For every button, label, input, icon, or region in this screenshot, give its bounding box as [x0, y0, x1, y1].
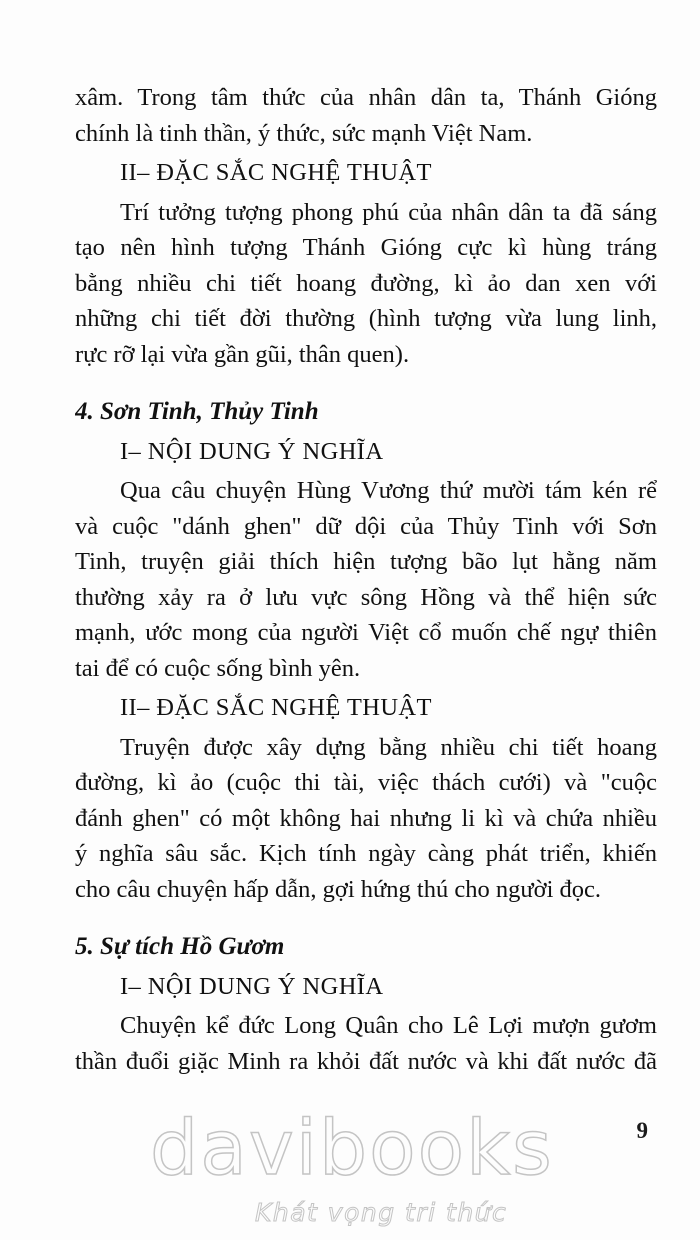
story-title-4: 4. Sơn Tinh, Thủy Tinh — [75, 398, 319, 425]
text-line: đánh ghen" có một không hai nhưng li kì và chứa nhiều — [75, 804, 657, 832]
text-line: tạo nên hình tượng Thánh Gióng cực kì hùng tráng — [75, 234, 657, 261]
text-line: mạnh, ước mong của người Việt cổ muốn chế ngự thiên — [75, 619, 657, 646]
page-body — [75, 80, 657, 1079]
text-line: đường, kì ảo (cuộc thi tài, việc thách cưới) và "cuộc — [75, 769, 657, 796]
text-line: ý nghĩa sâu sắc. Kịch tính ngày càng phát triển, khiến — [75, 840, 657, 867]
text-line: chính là tinh thần, ý thức, sức mạnh Việt Nam. — [75, 119, 533, 147]
story-title-5: 5. Sự tích Hồ Gươm — [75, 933, 285, 960]
text-line: tai để có cuộc sống bình yên. — [75, 654, 361, 682]
section-heading-content: I– NỘI DUNG Ý NGHĨA — [120, 437, 384, 465]
section-heading-content: I– NỘI DUNG Ý NGHĨA — [120, 972, 384, 1000]
paragraph-content-4 — [75, 473, 657, 686]
watermark-slogan: Khát vọng tri thức — [255, 1198, 508, 1227]
section-heading-art: II– ĐẶC SẮC NGHỆ THUẬT — [120, 159, 432, 186]
text-line: thần đuổi giặc Minh ra khỏi đất nước và khi đất nước đã — [75, 1047, 657, 1075]
text-line: Qua câu chuyện Hùng Vương thứ mười tám kén rể — [120, 477, 657, 504]
text-line: Tinh, truyện giải thích hiện tượng bão lụt hằng năm — [75, 548, 657, 575]
text-line: và cuộc "dánh ghen" dữ dội của Thủy Tinh với Sơn — [75, 512, 657, 540]
text-line: Chuyện kể đức Long Quân cho Lê Lợi mượn gươm — [120, 1012, 657, 1039]
text-line: Truyện được xây dựng bằng nhiều chi tiết hoang — [120, 733, 657, 761]
section-heading-art: II– ĐẶC SẮC NGHỆ THUẬT — [120, 694, 432, 721]
text-line: cho câu chuyện hấp dẫn, gợi hứng thú cho người đọc. — [75, 875, 602, 903]
paragraph-art-4 — [75, 730, 657, 908]
text-line: xâm. Trong tâm thức của nhân dân ta, Thánh Gióng — [75, 84, 657, 111]
text-line: bằng nhiều chi tiết hoang đường, kì ảo dan xen với — [75, 269, 657, 297]
paragraph-content-5 — [75, 1008, 657, 1079]
watermark-brand: davibooks — [150, 1103, 554, 1192]
text-line: rực rỡ lại vừa gần gũi, thân quen). — [75, 340, 410, 368]
text-line: thường xảy ra ở lưu vực sông Hồng và thể hiện sức — [75, 583, 657, 611]
text-line: Trí tưởng tượng phong phú của nhân dân ta đã sáng — [120, 198, 657, 226]
paragraph-art-1 — [75, 195, 657, 373]
page-number: 9 — [636, 1118, 648, 1143]
text-line: những chi tiết đời thường (hình tượng vừa lung linh, — [75, 305, 657, 332]
